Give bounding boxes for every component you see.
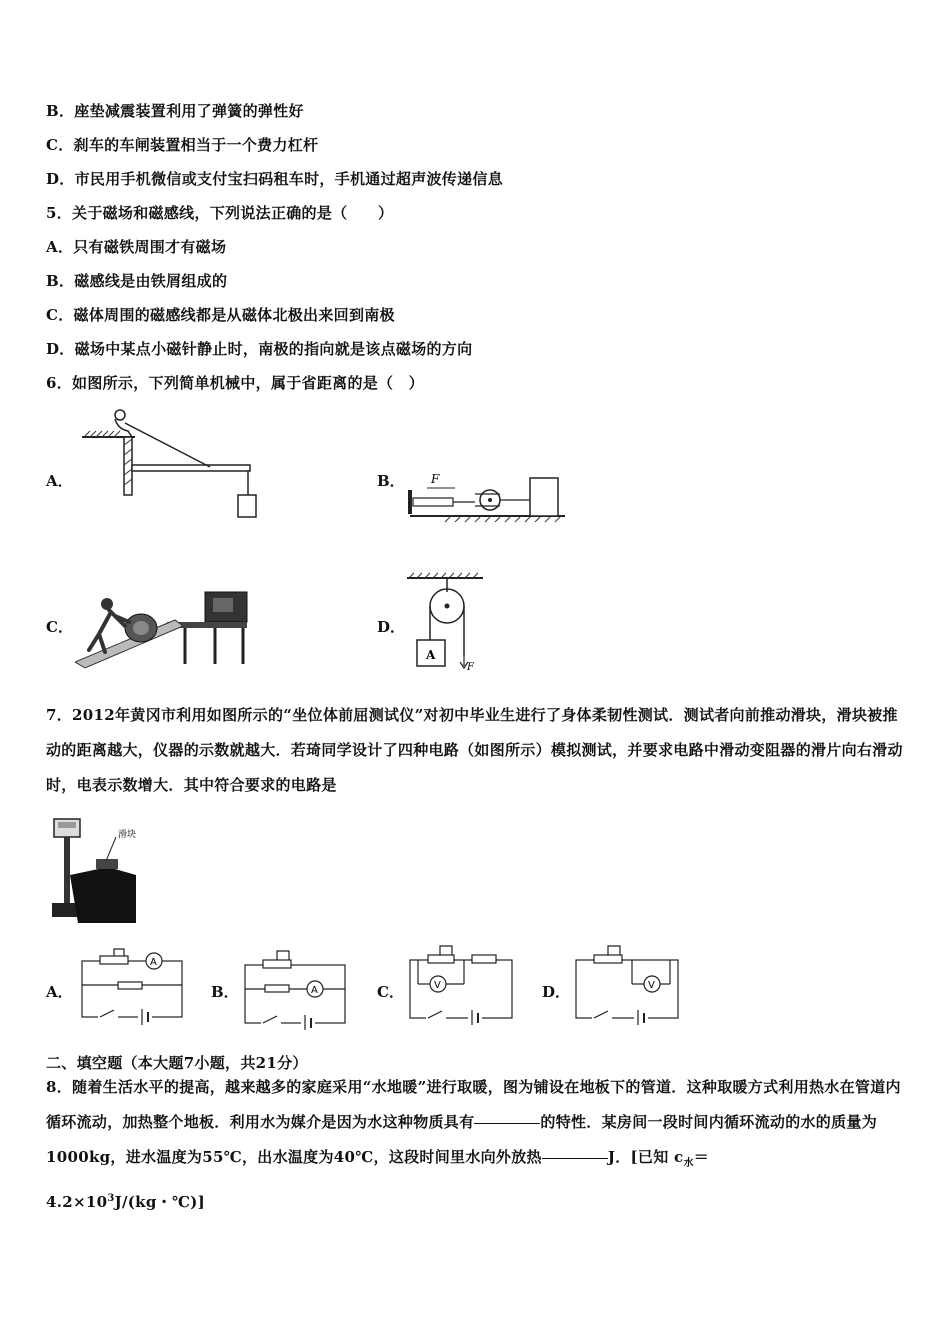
q7-label-a: A．	[46, 983, 73, 1001]
q7-circuit-c	[406, 940, 516, 1025]
q7-label-b: B．	[211, 983, 239, 1001]
q5-option-c: C．磁体周围的磁感线都是从磁体北极出来回到南极	[46, 306, 395, 324]
q6-figure-b-pulley	[405, 470, 570, 525]
q8-part3: J．[已知 c	[607, 1148, 684, 1166]
q8-sub-water: 水	[683, 1158, 694, 1169]
q6-b-force-label: F	[431, 472, 440, 486]
q8-part5: 4.2×10	[46, 1193, 108, 1211]
q7-label-c: C．	[377, 983, 404, 1001]
q8-text	[46, 1070, 908, 1220]
q8-part6: J/(kg・℃)]	[114, 1193, 206, 1211]
q6-stem: 6．如图所示，下列简单机械中，属于省距离的是（ ）	[46, 374, 424, 392]
q7-a-meter: A	[150, 957, 157, 968]
q5-option-b: B．磁感线是由铁屑组成的	[46, 272, 228, 290]
q6-d-block-label: A	[426, 648, 436, 662]
q8-part1: 8．随着生活水平的提高，越来越多的家庭采用“水地暖”进行取暖，图为铺设在地板下的管道．这种取暖方式利用热水在管道内循环流动，加热整个地板．利用水为媒介是因为水这种物质具有	[46, 1078, 901, 1131]
q7-circuit-d	[572, 940, 682, 1025]
q7-circuit-b	[241, 945, 349, 1030]
q7-slider-label: 滑块	[118, 830, 137, 840]
q8-sup-3: 3	[107, 1193, 115, 1204]
q6-d-force-label: F	[467, 662, 474, 673]
q6-label-b: B．	[377, 472, 405, 490]
q8-blank-1[interactable]	[474, 1123, 540, 1124]
q7-figure-test-device	[48, 815, 143, 925]
q6-label-d: D．	[377, 618, 406, 636]
q6-figure-c-ramp	[75, 590, 255, 670]
q7-stem: 7．2012年黄冈市利用如图所示的“坐位体前屈测试仪”对初中毕业生进行了身体柔韧性测试．测试者向前推动滑块，滑块被推动的距离越大，仪器的示数就越大．若琦同学设计了四种电路（如图所示）模拟测试，并要求电路中滑动变阻器的滑片向右滑动时，电表示数增大．其中符合要求的电路是	[46, 706, 903, 794]
section2-title: 二、填空题（本大题7小题，共21分）	[46, 1054, 308, 1072]
q4-option-d: D．市民用手机微信或支付宝扫码租车时，手机通过超声波传递信息	[46, 170, 504, 188]
q7-d-meter: V	[648, 980, 655, 991]
q7-circuit-a	[78, 945, 186, 1025]
q6-label-c: C．	[46, 618, 73, 636]
q4-option-c: C．刹车的车闸装置相当于一个费力杠杆	[46, 136, 319, 154]
q6-figure-a-lever	[80, 405, 270, 525]
q5-option-a: A．只有磁铁周围才有磁场	[46, 238, 227, 256]
q6-label-a: A．	[46, 472, 73, 490]
q5-option-d: D．磁场中某点小磁针静止时，南极的指向就是该点磁场的方向	[46, 340, 473, 358]
q7-b-meter: A	[311, 985, 318, 996]
q4-option-b: B．座垫减震装置利用了弹簧的弹性好	[46, 102, 304, 120]
q8-part2: 的特性．某房间一段时间内循环流动的水的质量为1000kg，进水温度为55℃，出水温度为40℃，这段时间里水向外放热	[46, 1113, 878, 1166]
q8-blank-2[interactable]	[542, 1158, 608, 1159]
q7-label-d: D．	[542, 983, 571, 1001]
q8-part4: ＝	[693, 1148, 710, 1166]
q7-c-meter: V	[434, 980, 441, 991]
q6-figure-d-fixed-pulley	[405, 570, 485, 675]
q5-stem: 5．关于磁场和磁感线，下列说法正确的是（ ）	[46, 204, 394, 222]
